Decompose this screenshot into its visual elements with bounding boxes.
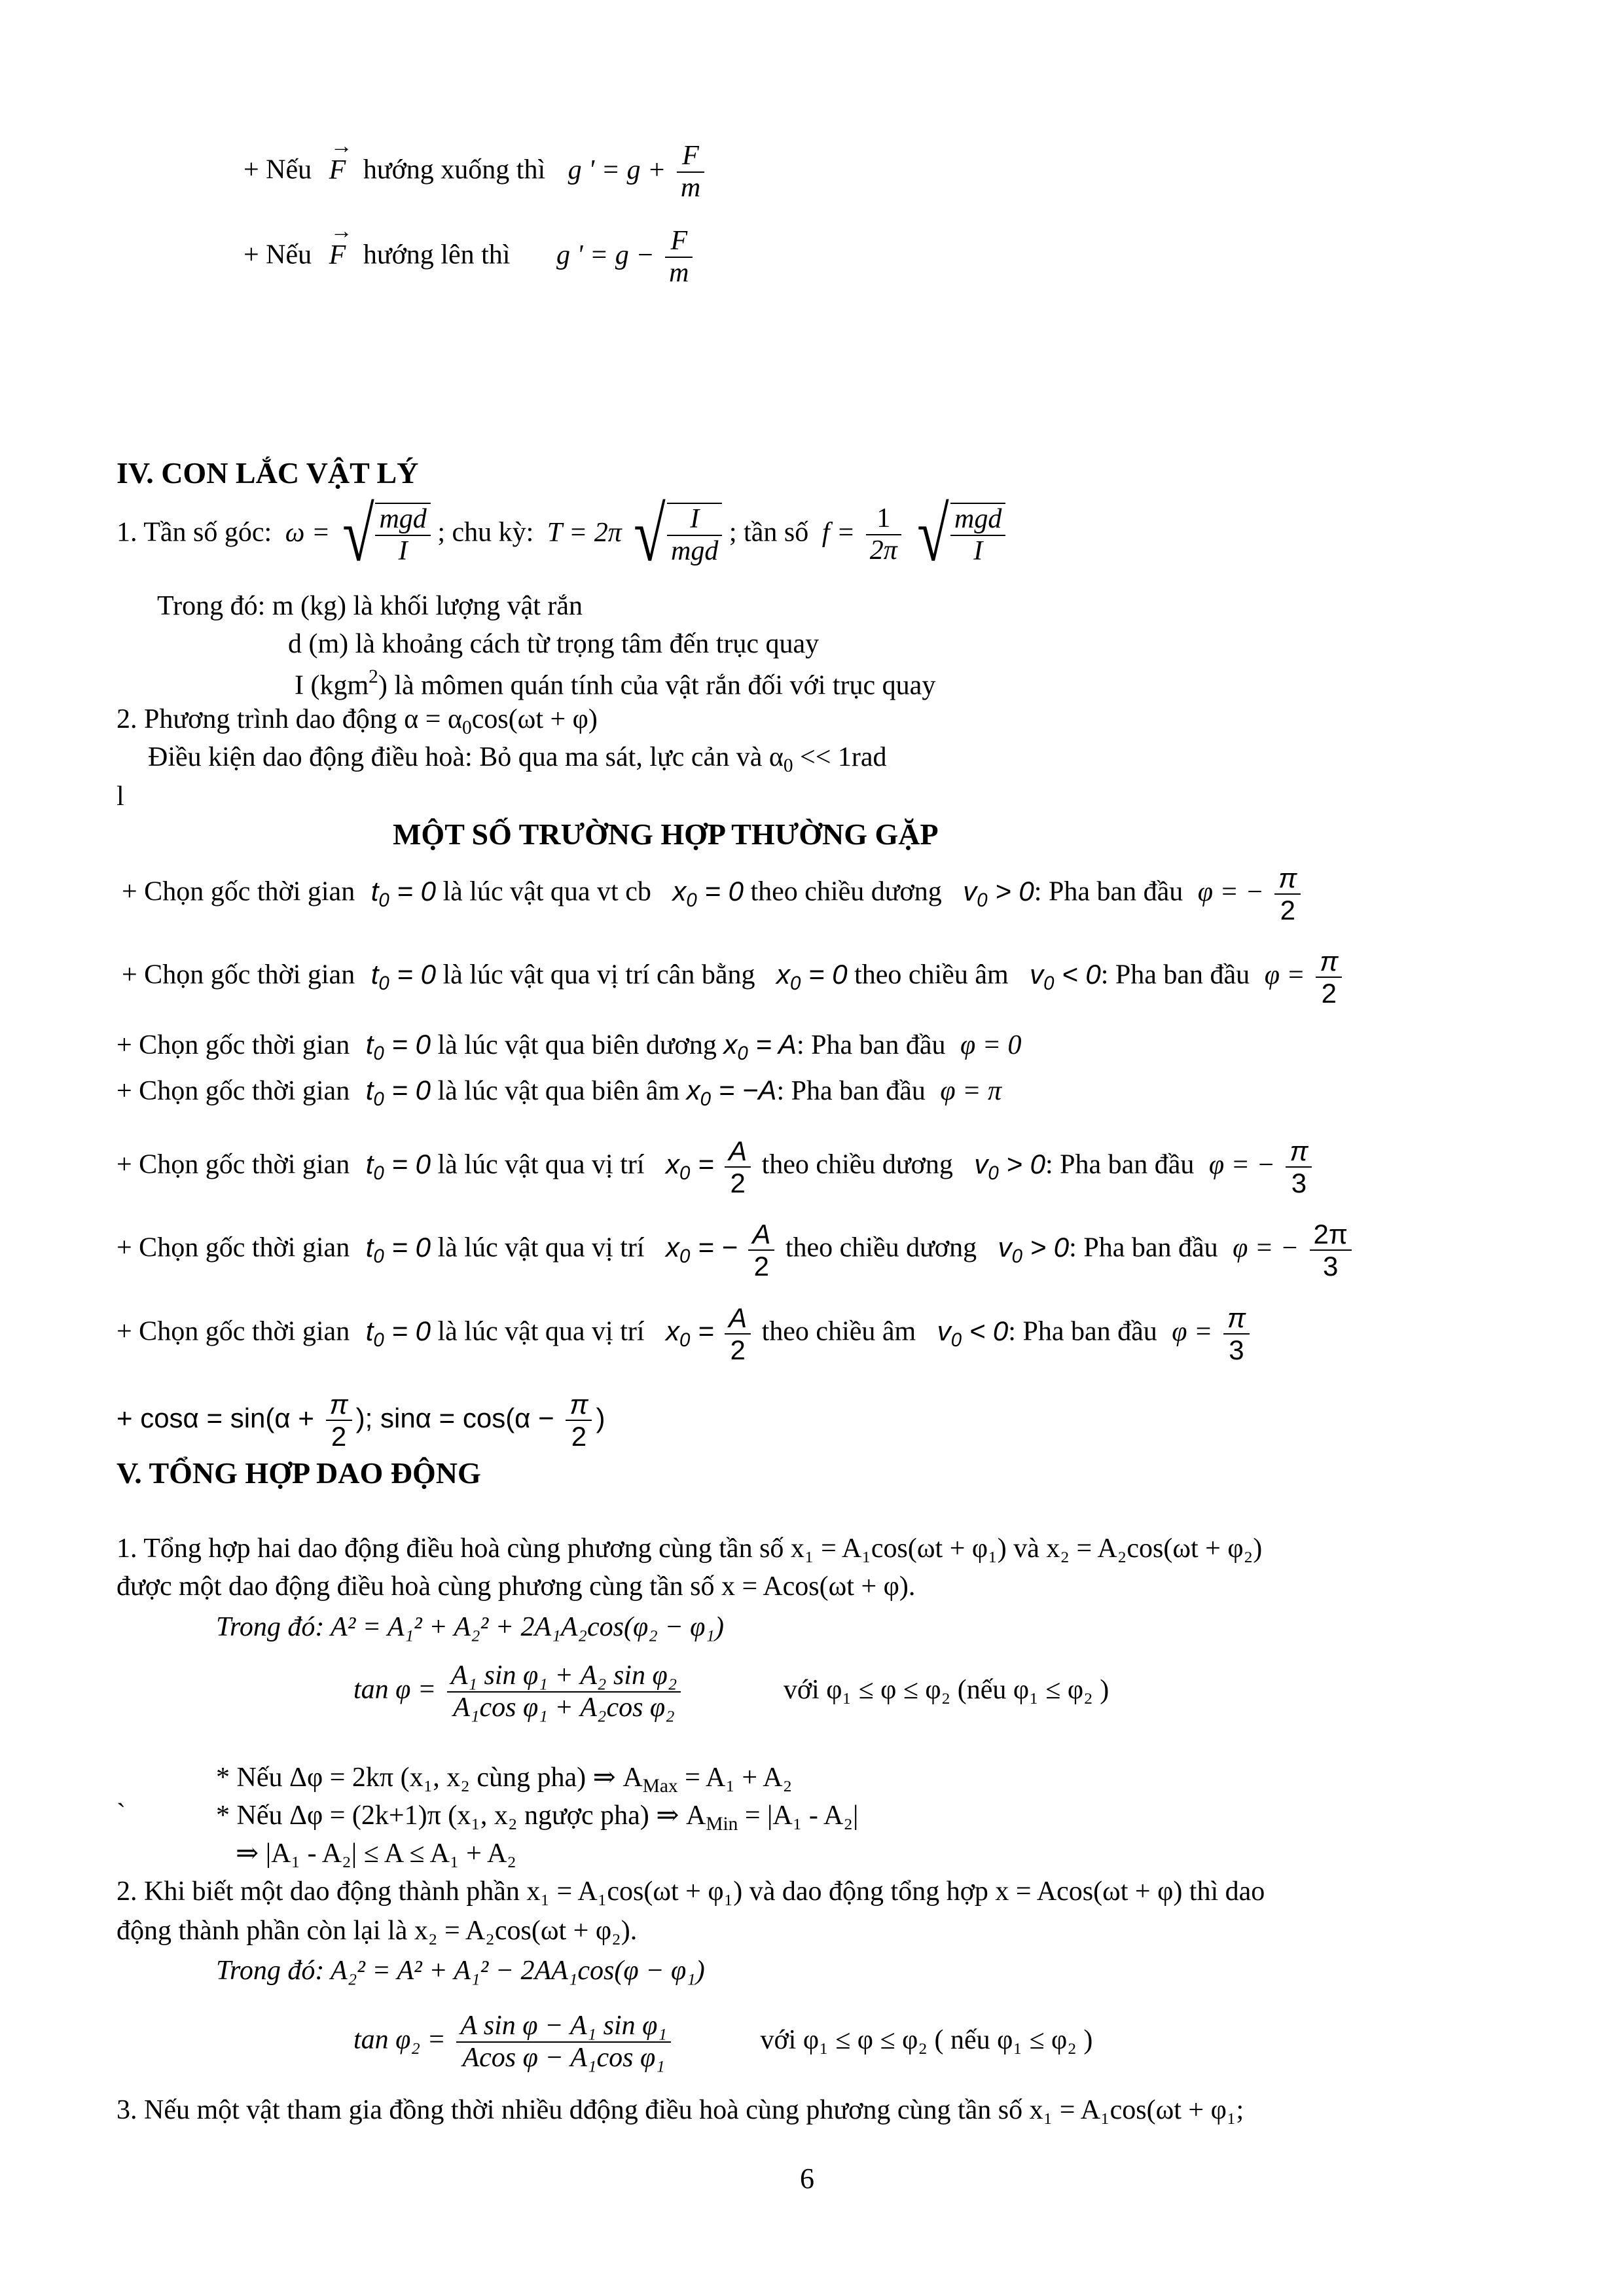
case-row: + Chọn gốc thời gian $t_0 = 0$ là lúc vật qua vt cb $x_0 = 0$ theo chiều dương $v_0 > 0$: Pha ban đầu φ = − $\frac{\pi}{2}$ [122,863,1305,925]
tan-formula: tan φ = $\frac{\text{A₁ sin φ₁ + A₂ sin φ₂}}{\text{A₁cos φ₁ + A₂cos φ₂}}$ với φ₁ ≤ φ ≤ φ₂ (nếu φ₁ ≤ φ₂ ) [353,1660,1110,1723]
in-phase-case: * Nếu Δφ = 2kπ (x₁, x₂ cùng pha) ⇒ $A_{Max} = A_1 + A_2$ [216,1763,793,1797]
tick-mark: ` [117,1799,126,1829]
paragraph-line: 1. Tổng hợp hai dao động điều hoà cùng phương cùng tần số x₁ = A₁cos(ωt + φ₁) và x₂ = A₂cos(ωt + φ₂) [117,1534,1263,1564]
vector-f: → F [329,156,346,184]
amplitude-formula: Trong đó: A² = A₁² + A₂² + 2A₁A₂cos(φ₂ − φ₁) [216,1612,724,1642]
section-v-title: V. TỔNG HỢP DAO ĐỘNG [117,1456,481,1490]
gravity-line-up: + Nếu → F hướng lên thì g ' = g − $\frac{F}{m}$ [244,226,696,289]
page-number: 6 [800,2162,814,2195]
case-row: + Chọn gốc thời gian $t_0 = 0$ là lúc vật qua biên âm $x_0 = -A$: Pha ban đầu φ = π [117,1075,1002,1110]
paragraph-line: 3. Nếu một vật tham gia đồng thời nhiều dđộng điều hoà cùng phương cùng tần số x₁ = A₁cos(ωt + φ₁; [117,2095,1244,2125]
cases-title: MỘT SỐ TRƯỜNG HỢP THƯỜNG GẶP [393,817,939,851]
harmonic-condition: Điều kiện dao động điều hoà: Bỏ qua ma sát, lực cản và $\alpha_0 << 1rad$ [148,742,887,776]
case-row: + Chọn gốc thời gian $t_0 = 0$ là lúc vật qua vị trí cân bằng $x_0 = 0$ theo chiều âm $v_0 < 0$: Pha ban đầu φ = $\frac{\pi}{2}$ [122,946,1346,1009]
section-iv-title: IV. CON LẮC VẬT LÝ [117,456,419,490]
trig-identity: + cosα = sin(α + $\frac{\pi}{2}$ ); sinα = cos(α − $\frac{\pi}{2}$ ) [117,1389,605,1452]
vector-f: → F [329,242,346,269]
case-row: + Chọn gốc thời gian $t_0 = 0$ là lúc vật qua biên dương $x_0 = A$: Pha ban đầu φ = 0 [117,1029,1022,1064]
paragraph-line: được một dao động điều hoà cùng phương cùng tần số x = Acos(ωt + φ). [117,1571,916,1602]
component-amplitude-formula: Trong đó: A₂² = A² + A₁² − 2AA₁cos(φ − φ₁) [216,1956,705,1986]
where-d: d (m) là khoảng cách từ trọng tâm đến trục quay [288,629,820,659]
oscillation-equation: 2. Phương trình dao động $\alpha = \alpha_0\cos(\omega t + \varphi)$ [117,704,598,738]
case-row: + Chọn gốc thời gian $t_0 = 0$ là lúc vật qua vị trí $x_0$ = $\frac{A}{2}$ theo chiều dương $v_0 > 0$: Pha ban đầu φ = − $\frac{\pi}{3}$ [117,1136,1316,1198]
case-row: + Chọn gốc thời gian $t_0 = 0$ là lúc vật qua vị trí $x_0$ = − $\frac{A}{2}$ theo chiều dương $v_0 > 0$: Pha ban đầu φ = − $\frac{2\pi}{3}$ [117,1219,1356,1282]
amplitude-range: ⇒ |A₁ - A₂| ≤ A ≤ A₁ + A₂ [236,1839,516,1869]
where-m: Trong đó: m (kg) là khối lượng vật rắn [157,591,583,621]
where-i: I (kgm$^2$) là mômen quán tính của vật rắn đối với trục quay [295,666,936,701]
physical-pendulum-formulas: 1. Tần số góc: ω = √ $\frac{\text{mgd}}{I}$ ; chu kỳ: T = 2π √ $\frac{I}{\text{mgd}}$ ; tần số f = $\frac{1}{2\pi}$ √ $\frac{\text{mgd}}{I}$ [117,496,1005,573]
tan-component-formula: tan φ₂ = $\frac{\text{A sin φ − A₁ sin φ₁}}{\text{Acos φ − A₁cos φ₁}}$ với φ₁ ≤ φ ≤ φ₂ ( nếu φ₁ ≤ φ₂ ) [353,2011,1093,2073]
stray-mark: l [117,781,124,812]
gravity-line-down: + Nếu → F hướng xuống thì g ' = g + $\frac{F}{m}$ [244,141,708,204]
anti-phase-case: * Nếu Δφ = (2k+1)π (x₁, x₂ ngược pha) ⇒ $A_{Min} = |A_1 - A_2|$ [216,1801,859,1835]
case-row: + Chọn gốc thời gian $t_0 = 0$ là lúc vật qua vị trí $x_0$ = $\frac{A}{2}$ theo chiều âm $v_0 < 0$: Pha ban đầu φ = $\frac{\pi}{3}$ [117,1302,1254,1365]
paragraph-line: 2. Khi biết một dao động thành phần x₁ = A₁cos(ωt + φ₁) và dao động tổng hợp x = Acos(ωt + φ) thì dao [117,1876,1265,1907]
paragraph-line: động thành phần còn lại là x₂ = A₂cos(ωt + φ₂). [117,1916,638,1946]
